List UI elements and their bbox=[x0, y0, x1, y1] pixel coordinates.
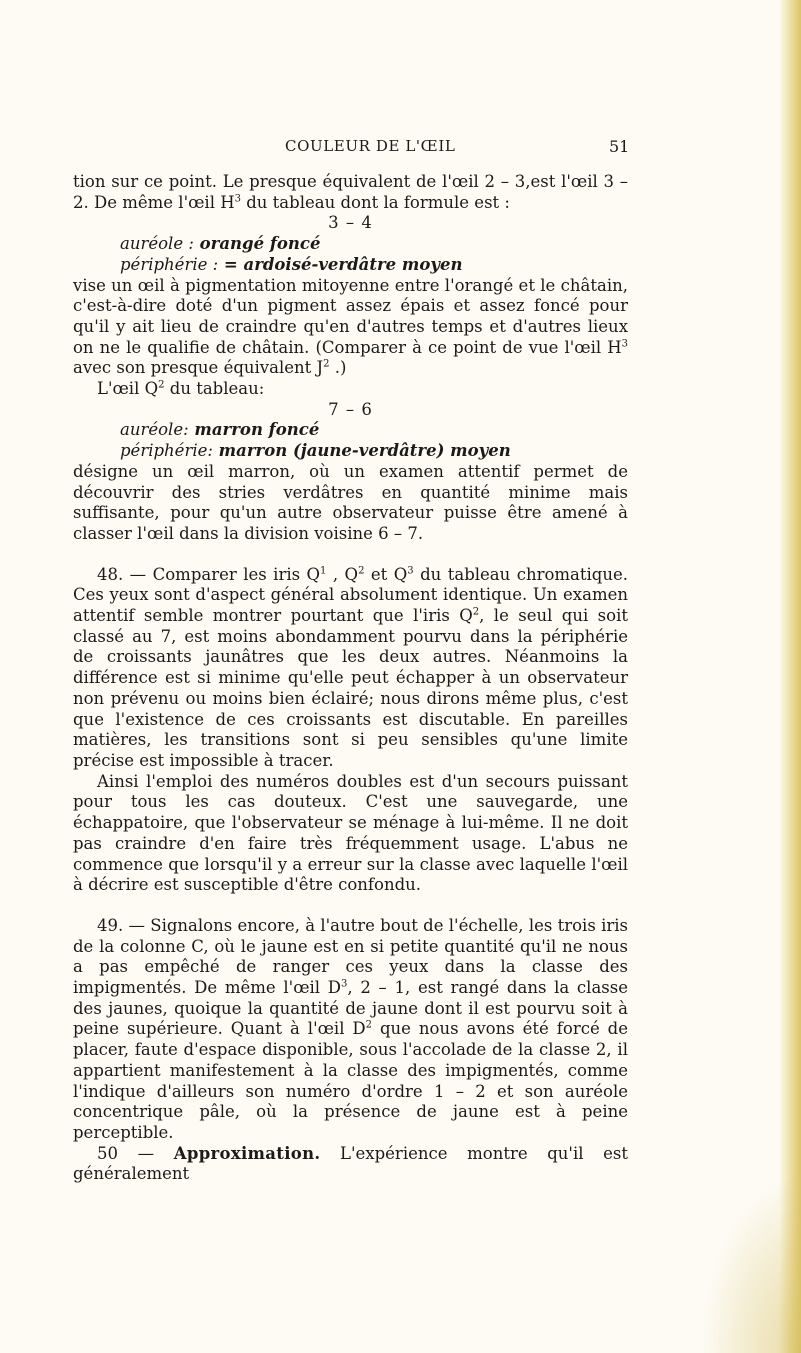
formula-number: 3 – 4 bbox=[328, 213, 373, 233]
formula-aureole: auréole : orangé foncé bbox=[120, 234, 321, 254]
corner-stain bbox=[701, 1173, 801, 1353]
formula-number: 7 – 6 bbox=[328, 399, 373, 419]
section-heading: Approximation. bbox=[173, 1143, 321, 1163]
section-48: 48. — Comparer les iris $Q^1$ , $Q^2$ et $Q^3$ du tableau chromatique. Ces yeux sont d'aspect général absolument identique. Un examen attentif semble montrer pourtant que l'iris $Q^2$, le seul qui soit classé au 7, est moins abondamment pourvu dans la périphérie de croissants jaunâtres que les deux autres. Néanmoins la différence est si minime qu'elle peut échapper à un observateur non prévenu ou moins bien éclairé; nous dirons même plus, c'est que l'existence de ces croissants est discutable. En pareilles matières, les transitions sont si peu sensibles qu'une limite précise est impossible à tracer. bbox=[73, 564, 628, 770]
page-edge-stain bbox=[779, 0, 801, 1353]
formula-aureole: auréole: marron foncé bbox=[120, 420, 320, 440]
section-49: 49. — Signalons encore, à l'autre bout de l'échelle, les trois iris de la colonne C, où le jaune est en si petite quantité qu'il ne nous a pas empêché de ranger ces yeux dans la classe des impigmentés. De même l'œil $D^3$, 2 – 1, est rangé dans la classe des jaunes, quoique la quantité de jaune dont il est pourvu soit à peine supérieure. Quant à l'œil $D^2$ que nous avons été forcé de placer, faute d'espace disponible, sous l'accolade de la classe 2, il appartient manifestement à la classe des impigmentés, comme l'indique d'ailleurs son numéro d'ordre 1 – 2 et son auréole concentrique pâle, où la présence de jaune est à peine perceptible. bbox=[73, 915, 628, 1142]
section-50: 50 — Approximation. L'expérience montre qu'il est généralement bbox=[73, 1143, 628, 1184]
running-head: COULEUR DE L'ŒIL bbox=[285, 137, 456, 155]
body-text bbox=[73, 172, 628, 1185]
page-header bbox=[0, 137, 801, 161]
formula-peripherie: périphérie: marron (jaune-verdâtre) moyen bbox=[120, 441, 511, 461]
paragraph: désigne un œil marron, où un examen attentif permet de découvrir des stries verdâtres en quantité minime mais suffisante, pour qu'un autre observateur puisse être amené à classer l'œil dans la division voisine 6 – 7. bbox=[73, 461, 628, 543]
paragraph: vise un œil à pigmentation mitoyenne entre l'orangé et le châtain, c'est-à-dire doté d'un pigment assez épais et assez foncé pour qu'il y ait lieu de craindre qu'en d'autres temps et d'autres lieux on ne le qualifie de châtain. (Comparer à ce point de vue l'œil $H^3$ avec son presque équivalent $J^2$ .) bbox=[73, 275, 628, 378]
paragraph-continuation: tion sur ce point. Le presque équivalent de l'œil 2 – 3,est l'œil 3 – 2. De même l'œil $H^3$ du tableau dont la formule est : bbox=[73, 172, 628, 212]
paragraph: Ainsi l'emploi des numéros doubles est d'un secours puissant pour tous les cas douteux. C'est une sauvegarde, une échappatoire, que l'observateur se ménage à lui-même. Il ne doit pas craindre d'en faire très fréquemment usage. L'abus ne commence que lorsqu'il y a erreur sur la classe avec laquelle l'œil à décrire est susceptible d'être confondu. bbox=[73, 771, 628, 895]
page-number: 51 bbox=[609, 137, 630, 156]
formula-peripherie: périphérie : = ardoisé-verdâtre moyen bbox=[120, 254, 463, 274]
paragraph: L'œil $Q^2$ du tableau: bbox=[97, 379, 265, 399]
